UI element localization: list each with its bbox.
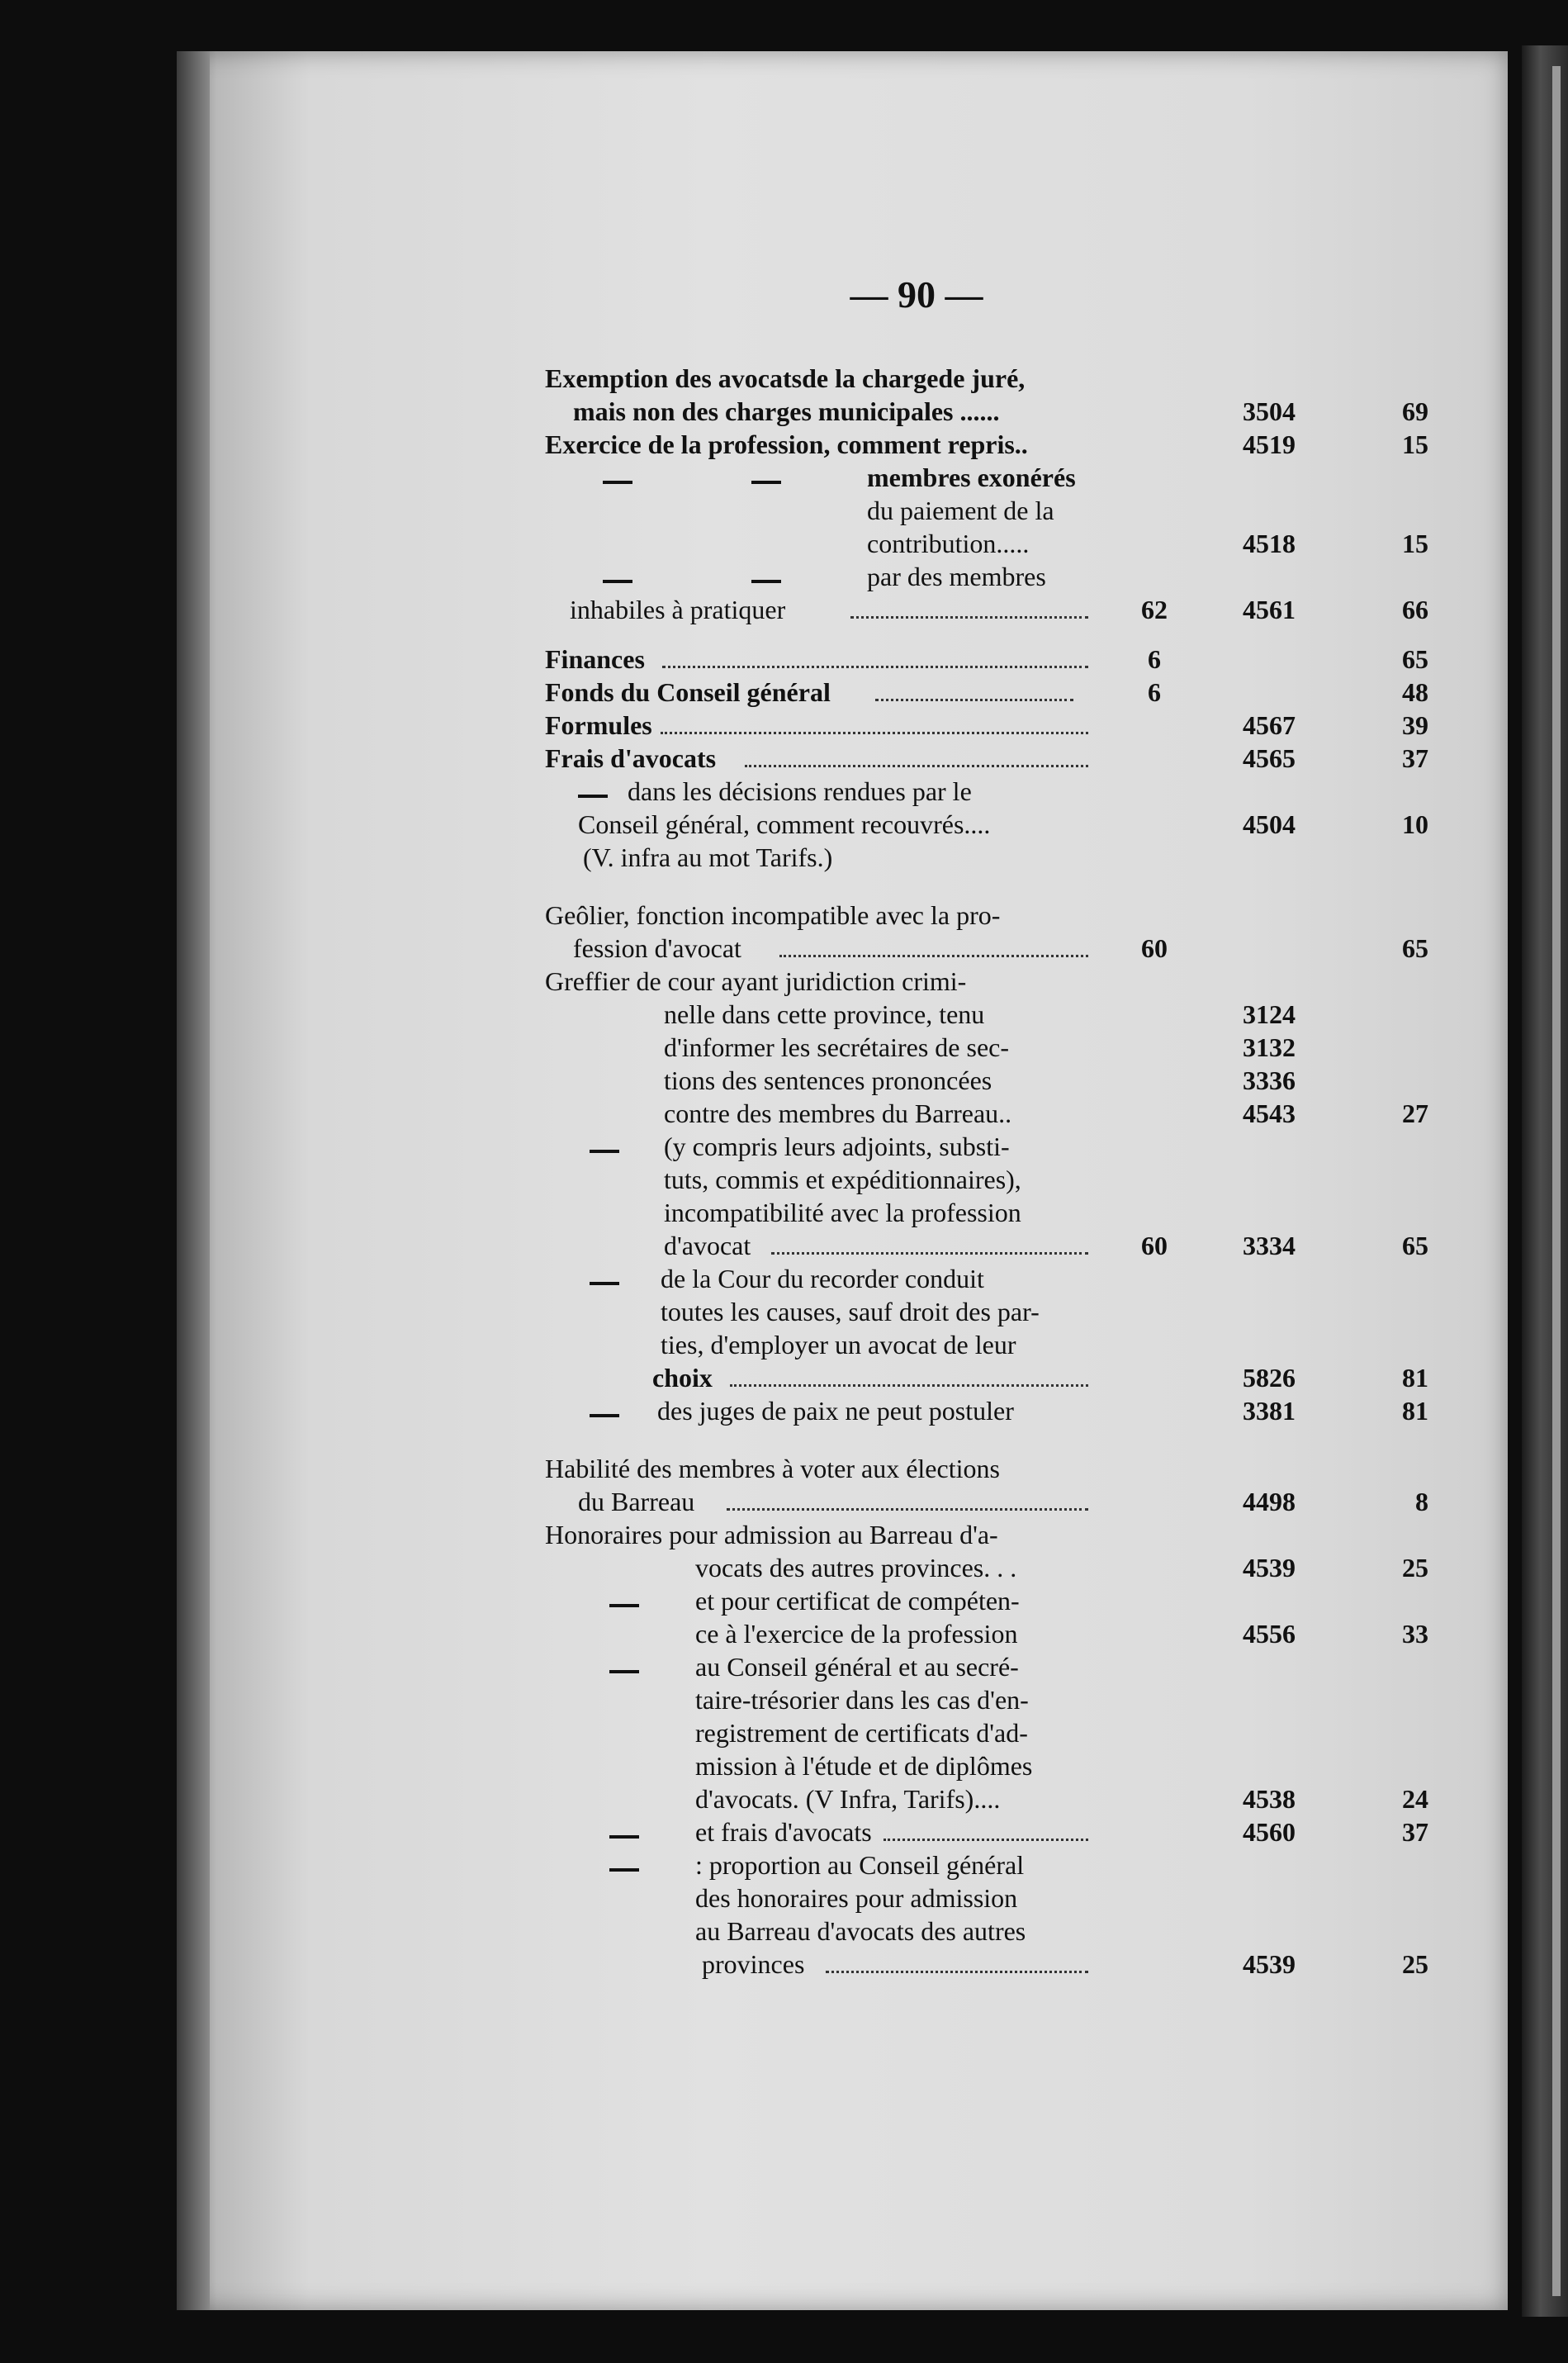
entry-text: Greffier de cour ayant juridiction crimi- [545, 966, 967, 996]
index-line [0, 1098, 1568, 1132]
entry-text: Frais d'avocats [545, 743, 717, 773]
index-line [0, 496, 1568, 529]
leader-dots [875, 699, 1073, 701]
entry-text: registrement de certificats d'ad- [695, 1718, 1028, 1748]
entry-text: mais non des charges municipales ...... [573, 396, 1000, 426]
entry-text: tuts, commis et expéditionnaires), [664, 1165, 1021, 1194]
index-line [0, 1032, 1568, 1065]
entry-text: (V. infra au mot Tarifs.) [583, 842, 833, 872]
index-line [0, 1553, 1568, 1586]
article-ref: 3334 [1243, 1231, 1296, 1260]
index-line [0, 1883, 1568, 1916]
index-line [0, 595, 1568, 628]
index-line [0, 809, 1568, 842]
entry-text: choix [652, 1363, 713, 1393]
index-line [0, 1297, 1568, 1330]
entry-text: dans les décisions rendues par le [628, 776, 972, 806]
leader-dots [745, 765, 1088, 767]
index-line [0, 1396, 1568, 1429]
section-ref: 27 [1402, 1098, 1428, 1128]
index-line [0, 1198, 1568, 1231]
ditto-dash [751, 580, 781, 583]
entry-text: des juges de paix ne peut postuler [657, 1396, 1014, 1426]
index-line [0, 1685, 1568, 1718]
index-line [0, 1231, 1568, 1264]
section-ref: 81 [1402, 1363, 1428, 1393]
article-ref: 3504 [1243, 396, 1296, 426]
ditto-dash [590, 1282, 619, 1285]
ditto-dash [609, 1604, 639, 1607]
entry-text: fession d'avocat [573, 933, 741, 963]
ditto-dash [603, 580, 632, 583]
index-line [0, 1751, 1568, 1784]
section-ref: 25 [1402, 1949, 1428, 1979]
entry-text: au Conseil général et au secré- [695, 1652, 1019, 1682]
leader-dots [779, 955, 1088, 957]
entry-text: Exercice de la profession, comment repris.. [545, 429, 1028, 459]
page-ref: 60 [1141, 933, 1168, 963]
index-line [0, 1949, 1568, 1982]
leader-dots [826, 1971, 1088, 1973]
section-ref: 39 [1402, 710, 1428, 740]
article-ref: 4498 [1243, 1487, 1296, 1516]
ditto-dash [609, 1868, 639, 1872]
entry-text: provinces [702, 1949, 805, 1979]
entry-text: Exemption des avocatsde la chargede juré, [545, 363, 1026, 393]
article-ref: 3381 [1243, 1396, 1296, 1426]
index-line [0, 1784, 1568, 1817]
entry-text: incompatibilité avec la profession [664, 1198, 1021, 1227]
leader-dots [730, 1384, 1088, 1387]
article-ref: 3132 [1243, 1032, 1296, 1062]
section-ref: 81 [1402, 1396, 1428, 1426]
section-ref: 15 [1402, 529, 1428, 558]
index-line [0, 529, 1568, 562]
entry-text: taire-trésorier dans les cas d'en- [695, 1685, 1029, 1715]
article-ref: 4519 [1243, 429, 1296, 459]
leader-dots [883, 1839, 1088, 1841]
section-ref: 25 [1402, 1553, 1428, 1582]
index-line [0, 1264, 1568, 1297]
leader-dots [850, 616, 1088, 619]
section-ref: 10 [1402, 809, 1428, 839]
entry-text: et frais d'avocats [695, 1817, 872, 1847]
index-line [0, 1132, 1568, 1165]
index-line [0, 1363, 1568, 1396]
index-line [0, 1718, 1568, 1751]
entry-text: toutes les causes, sauf droit des par- [661, 1297, 1040, 1326]
entry-text: Fonds du Conseil général [545, 677, 831, 707]
article-ref: 4561 [1243, 595, 1296, 624]
index-line [0, 1916, 1568, 1949]
entry-text: du paiement de la [867, 496, 1054, 525]
entry-text: Conseil général, comment recouvrés.... [578, 809, 991, 839]
index-line [0, 396, 1568, 429]
index-line [0, 644, 1568, 677]
entry-text: ties, d'employer un avocat de leur [661, 1330, 1016, 1359]
entry-text: vocats des autres provinces. . . [695, 1553, 1017, 1582]
entry-text: Honoraires pour admission au Barreau d'a- [545, 1520, 998, 1549]
index-line [0, 966, 1568, 999]
index-line [0, 1454, 1568, 1487]
entry-text: Habilité des membres à voter aux élections [545, 1454, 1000, 1483]
section-ref: 15 [1402, 429, 1428, 459]
article-ref: 3336 [1243, 1065, 1296, 1095]
entry-text: d'avocats. (V Infra, Tarifs).... [695, 1784, 1001, 1814]
index-line [0, 363, 1568, 396]
index-line [0, 1817, 1568, 1850]
article-ref: 3124 [1243, 999, 1296, 1029]
article-ref: 4560 [1243, 1817, 1296, 1847]
index-line [0, 1065, 1568, 1098]
entry-text: : proportion au Conseil général [695, 1850, 1025, 1880]
index-line [0, 776, 1568, 809]
section-ref: 33 [1402, 1619, 1428, 1649]
entry-text: inhabiles à pratiquer [570, 595, 786, 624]
index-line [0, 710, 1568, 743]
page-ref: 60 [1141, 1231, 1168, 1260]
page-ref: 6 [1148, 644, 1161, 674]
article-ref: 5826 [1243, 1363, 1296, 1393]
article-ref: 4504 [1243, 809, 1296, 839]
index-line [0, 999, 1568, 1032]
ditto-dash [590, 1414, 619, 1417]
ditto-dash [609, 1835, 639, 1839]
index-line [0, 677, 1568, 710]
index-line [0, 1586, 1568, 1619]
leader-dots [661, 732, 1088, 734]
index-line [0, 1619, 1568, 1652]
index-line [0, 562, 1568, 595]
article-ref: 4539 [1243, 1553, 1296, 1582]
entry-text: d'avocat [664, 1231, 751, 1260]
section-ref: 65 [1402, 1231, 1428, 1260]
entry-text: contre des membres du Barreau.. [664, 1098, 1012, 1128]
entry-text: nelle dans cette province, tenu [664, 999, 985, 1029]
article-ref: 4518 [1243, 529, 1296, 558]
index-line [0, 1652, 1568, 1685]
entry-text: Geôlier, fonction incompatible avec la pro- [545, 900, 1001, 930]
section-ref: 24 [1402, 1784, 1428, 1814]
index-line [0, 1850, 1568, 1883]
index-line [0, 842, 1568, 875]
leader-dots [662, 666, 1088, 668]
entry-text: Finances [545, 644, 645, 674]
entry-text: d'informer les secrétaires de sec- [664, 1032, 1009, 1062]
page-ref: 6 [1148, 677, 1161, 707]
section-ref: 65 [1402, 644, 1428, 674]
entry-text: par des membres [867, 562, 1046, 591]
section-ref: 48 [1402, 677, 1428, 707]
entry-text: et pour certificat de compéten- [695, 1586, 1020, 1616]
index-line [0, 1165, 1568, 1198]
article-ref: 4567 [1243, 710, 1296, 740]
entry-text: mission à l'étude et de diplômes [695, 1751, 1033, 1781]
index-line [0, 1487, 1568, 1520]
page-ref: 62 [1141, 595, 1168, 624]
index-line [0, 900, 1568, 933]
index-line [0, 429, 1568, 463]
article-ref: 4539 [1243, 1949, 1296, 1979]
article-ref: 4543 [1243, 1098, 1296, 1128]
index-line [0, 463, 1568, 496]
section-ref: 8 [1415, 1487, 1428, 1516]
leader-dots [727, 1508, 1088, 1511]
leader-dots [771, 1252, 1088, 1255]
section-ref: 69 [1402, 396, 1428, 426]
article-ref: 4556 [1243, 1619, 1296, 1649]
section-ref: 37 [1402, 1817, 1428, 1847]
entry-text: Formules [545, 710, 652, 740]
entry-text: tions des sentences prononcées [664, 1065, 992, 1095]
section-ref: 65 [1402, 933, 1428, 963]
index-line [0, 933, 1568, 966]
entry-text: (y compris leurs adjoints, substi- [664, 1132, 1010, 1161]
article-ref: 4538 [1243, 1784, 1296, 1814]
entry-text: des honoraires pour admission [695, 1883, 1018, 1913]
page-number: — 90 — [850, 273, 983, 316]
ditto-dash [609, 1670, 639, 1673]
entry-text: de la Cour du recorder conduit [661, 1264, 984, 1293]
ditto-dash [603, 481, 632, 484]
entry-text: ce à l'exercice de la profession [695, 1619, 1018, 1649]
index-line [0, 1330, 1568, 1363]
index-line [0, 1520, 1568, 1553]
ditto-dash [590, 1150, 619, 1153]
ditto-dash [578, 795, 608, 798]
entry-text: membres exonérés [867, 463, 1076, 492]
section-ref: 37 [1402, 743, 1428, 773]
article-ref: 4565 [1243, 743, 1296, 773]
entry-text: au Barreau d'avocats des autres [695, 1916, 1026, 1946]
entry-text: contribution..... [867, 529, 1030, 558]
ditto-dash [751, 481, 781, 484]
index-line [0, 743, 1568, 776]
section-ref: 66 [1402, 595, 1428, 624]
entry-text: du Barreau [578, 1487, 695, 1516]
